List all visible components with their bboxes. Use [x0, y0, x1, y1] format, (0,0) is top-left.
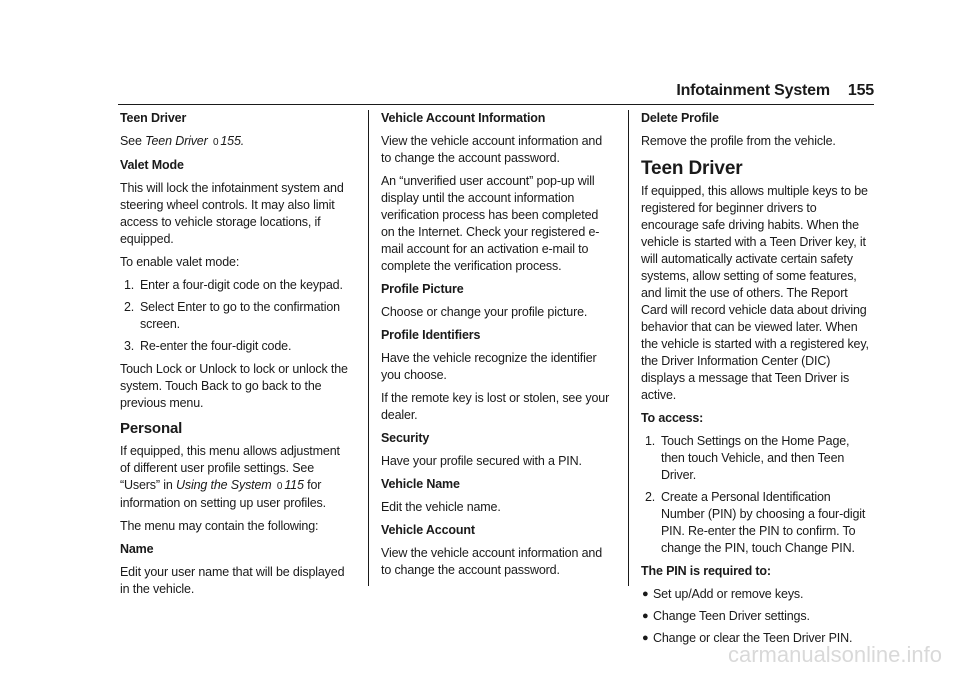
pin-bullets-list: [641, 586, 873, 647]
delete-profile-description: Remove the profile from the vehicle.: [641, 134, 836, 148]
header-divider: [118, 104, 874, 105]
bullet-icon: ●: [642, 632, 649, 644]
page-number: 155: [847, 82, 874, 99]
page-reference[interactable]: 115: [284, 478, 304, 492]
column-divider-1: [368, 110, 369, 586]
list-item: ● Change Teen Driver settings.: [642, 609, 810, 623]
profile-picture-description: Choose or change your profile picture.: [381, 305, 588, 319]
lock-unlock-text: Touch Lock or Unlock to lock or unlock the system. Touch Back to go back to the previous menu.: [120, 362, 348, 410]
profile-identifiers-description: Have the vehicle recognize the identifier you choose.: [381, 351, 597, 382]
list-item: 1. Touch Settings on the Home Page, then touch Vehicle, and then Teen Driver.: [645, 434, 850, 482]
bullet-icon: ●: [642, 588, 649, 600]
vehicle-account-description: View the vehicle account information and to change the account password.: [381, 546, 602, 577]
security-heading: Security: [381, 431, 430, 445]
unverified-popup-description: An “unverified user account” pop-up will display until the account information verification process has been completed on the Internet. Check your registered e-mail account for an activation e-mail to complete the verification process.: [381, 174, 600, 273]
bullet-icon: ●: [642, 610, 649, 622]
list-item: ● Set up/Add or remove keys.: [642, 587, 804, 601]
vehicle-name-heading: Vehicle Name: [381, 477, 460, 491]
watermark: carmanualsonline.info: [727, 642, 942, 667]
vehicle-name-description: Edit the vehicle name.: [381, 500, 501, 514]
lost-key-description: If the remote key is lost or stolen, see your dealer.: [381, 391, 610, 422]
pin-required-heading: The PIN is required to:: [641, 564, 771, 578]
to-access-heading: To access:: [641, 411, 704, 425]
enable-valet-intro: To enable valet mode:: [120, 255, 240, 269]
security-description: Have your profile secured with a PIN.: [381, 454, 582, 468]
column-2: [381, 110, 613, 585]
vehicle-account-info-heading: Vehicle Account Information: [381, 111, 546, 125]
column-3: [641, 110, 873, 652]
personal-description: If equipped, this menu allows adjustment of different user profile settings. See “Users” in Using the System 0 115 for information on setting up user profiles.: [120, 444, 340, 510]
cross-reference-icon: 0: [276, 481, 283, 492]
menu-contains-text: The menu may contain the following:: [120, 519, 319, 533]
valet-mode-description: This will lock the infotainment system and steering wheel controls. It may also limit access to vehicle storage locations, if equipped.: [120, 181, 344, 246]
list-item: ● Change or clear the Teen Driver PIN.: [642, 631, 853, 645]
list-item: 2. Create a Personal Identification Number (PIN) by choosing a four-digit PIN. Re-enter the PIN to confirm. To change the PIN, touch Change PIN.: [645, 490, 866, 555]
cross-reference-icon: 0: [212, 137, 219, 148]
list-item: 1. Enter a four-digit code on the keypad.: [124, 278, 343, 292]
column-1: [120, 110, 352, 604]
page-reference[interactable]: 155.: [220, 134, 245, 148]
teen-driver-subheading: Teen Driver: [120, 111, 187, 125]
teen-driver-section-heading: Teen Driver: [641, 158, 743, 179]
see-reference: See Teen Driver 0 155.: [120, 134, 245, 148]
list-item: 2. Select Enter to go to the confirmation screen.: [124, 300, 340, 331]
using-system-link[interactable]: Using the System: [176, 478, 272, 492]
access-steps-list: [641, 433, 873, 557]
page-header: [676, 82, 874, 100]
vehicle-account-heading: Vehicle Account: [381, 523, 475, 537]
name-description: Edit your user name that will be displayed in the vehicle.: [120, 565, 345, 596]
column-divider-2: [628, 110, 629, 586]
delete-profile-heading: Delete Profile: [641, 111, 719, 125]
list-item: 3. Re-enter the four-digit code.: [124, 339, 292, 353]
vehicle-account-info-description: View the vehicle account information and to change the account password.: [381, 134, 602, 165]
profile-identifiers-heading: Profile Identifiers: [381, 328, 481, 342]
teen-driver-link[interactable]: Teen Driver: [145, 134, 208, 148]
valet-mode-heading: Valet Mode: [120, 158, 184, 172]
name-heading: Name: [120, 542, 154, 556]
section-title: Infotainment System: [676, 82, 830, 99]
personal-heading: Personal: [120, 420, 183, 437]
profile-picture-heading: Profile Picture: [381, 282, 464, 296]
teen-driver-description: If equipped, this allows multiple keys to be registered for beginner drivers to encourage safe driving habits. When the vehicle is started with a Teen Driver key, it will automatically activate certain safety systems, allow setting of some features, and limit the use of others. The Report Card will record vehicle data about driving behavior that can be viewed later. When the vehicle is started with a registered key, the Driver Information Center (DIC) displays a message that Teen Driver is active.: [641, 184, 869, 402]
valet-steps-list: [120, 277, 352, 355]
